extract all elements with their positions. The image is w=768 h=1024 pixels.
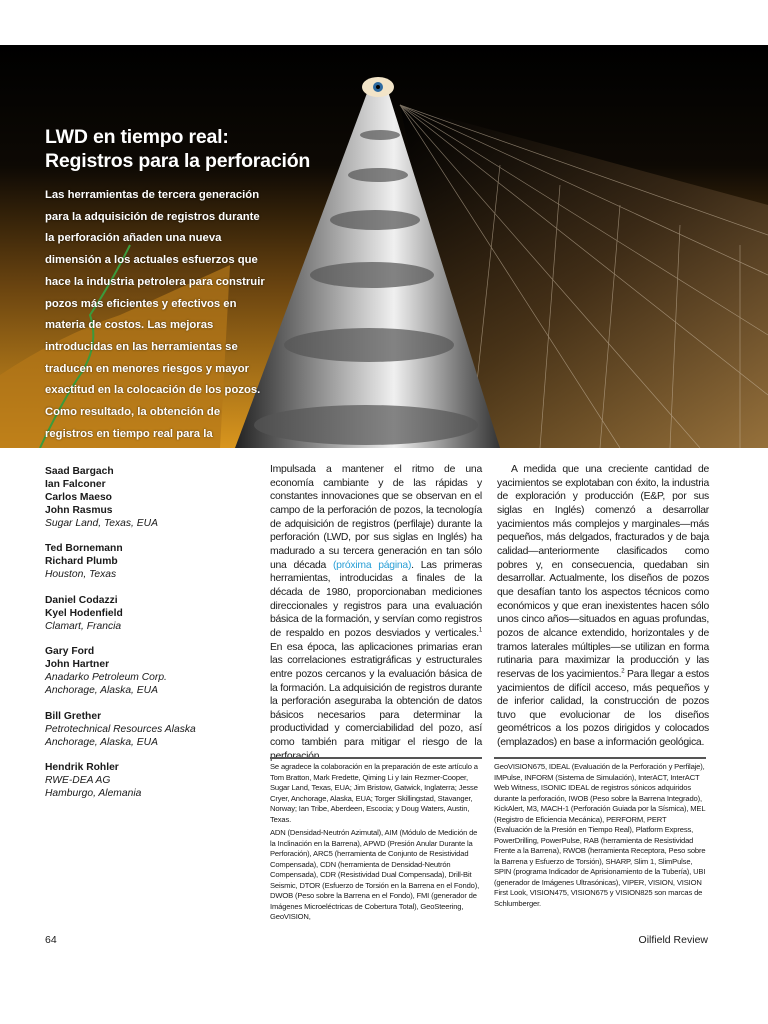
next-page-link[interactable]: (próxima página) <box>332 559 412 571</box>
author-name: Daniel Codazzi <box>45 594 118 606</box>
author-affiliation: Anchorage, Alaska, EUA <box>45 736 158 748</box>
author-group <box>45 646 245 698</box>
author-affiliation: RWE-DEA AG <box>45 775 111 787</box>
author-name: John Hartner <box>45 659 110 671</box>
author-affiliation: Petrotechnical Resources Alaska <box>45 723 196 735</box>
author-group <box>45 711 245 750</box>
author-group <box>45 595 245 634</box>
author-affiliation: Hamburgo, Alemania <box>45 788 142 800</box>
author-list <box>45 466 245 814</box>
author-name: Bill Grether <box>45 710 102 722</box>
body-column-2 <box>497 463 709 750</box>
body-text: En esa época, las aplicaciones primarias eran las correlaciones estratigráficas y estructurales entre pozos cercanos y la evaluación básica de la formación. La adquisición de registros durante la perforación aseguraba la obtención de datos básicos necesarios para determinar la productividad y comerciabilidad del pozo, así como también para mitigar el riesgo de la perforación. <box>270 641 482 762</box>
author-group <box>45 762 245 801</box>
footnote-ref[interactable]: 2 <box>621 668 625 675</box>
author-group <box>45 543 245 582</box>
author-name: Richard Plumb <box>45 556 118 568</box>
trademarks-part-2: GeoVISION675, IDEAL (Evaluación de la Perforación y Perfilaje), IMPulse, INFORM (Sistema de Simulación), InterACT, InterACT Web Witness, ISONIC IDEAL de registros sónicos adquiridos durante la perforación, IWOB (Peso sobre la Barrena Integrado), KickAlert, M3, MACH-1 (Perforación Guiada por la Sísmica), MEL (Registro de Eficiencia Mecánica), PERFORM, PERT (Evaluación de la Presión en Tiempo Real), Platform Express, PowerDrilling, PowerPulse, RAB (herramienta de Resistividad Frente a la Barrena), RWOB (herramienta Receptora, Peso sobre la Barrena y Esfuerzo de Torsión), SHARP, Slim 1, SlimPulse, SPIN (programa Indicador de Aprisionamiento de la Tubería), UBI (generador de Imágenes Ultrasónicas), VIPER, VISION, VISION First Look, VISION475, VISION675 y VISION825 son marcas de Schlumberger. <box>494 762 706 908</box>
author-affiliation: Anadarko Petroleum Corp. <box>45 672 167 684</box>
acknowledgements: Se agradece la colaboración en la preparación de este artículo a Tom Bratton, Mark Fredette, Qiming Li y Iain Rezmer-Cooper, Sugar Land, Texas, EUA; Jim Bristow, Gatwick, Inglaterra; Jesse Cryer, Anchorage, Alaska, EUA; Torger Skillingstad, Stavanger, Norway; Ian Tribe, Aberdeen, Escocia; y Doug Waters, Austin, Texas. <box>270 762 478 824</box>
author-affiliation: Anchorage, Alaska, EUA <box>45 685 158 697</box>
author-affiliation: Houston, Texas <box>45 569 117 581</box>
body-column-1 <box>270 463 482 763</box>
author-name: Kyel Hodenfield <box>45 607 123 619</box>
article-lead: Las herramientas de tercera generación para la adquisición de registros durante la perforación añaden una nueva dimensión a los actuales esfuerzos que hace la industria petrolera para construir pozos más eficientes y efectivos en materia de costos. Las mejoras introducidas en las herramientas se traducen en menores riesgos y mayor exactitud en la colocación de los pozos. Como resultado, la obtención de registros en tiempo real para la <box>45 189 265 440</box>
author-group <box>45 466 245 531</box>
author-name: Saad Bargach <box>45 466 114 477</box>
author-name: John Rasmus <box>45 504 113 516</box>
body-text: A medida que una creciente cantidad de yacimientos se explotaban con éxito, la industria de exploración y producción (E&P, por sus siglas en Inglés) comenzó a desarrollar yacimientos más complejos y marginales—más pequeños, más delgados, fracturados y de baja calidad—anteriormente clasificados como pobres y, en consecuencia, quedaban sin desarrollar. Actualmente, los diseños de pozos que desafían tanto los aspectos técnicos como económicos y que eran inexistentes hacen sólo unos cinco años—situados en aguas profundas, pozos de alcance extendido, horizontales y de tramos laterales múltiples—se utilizan en forma rutinaria para maximizar la producción y las reservas de los yacimientos. <box>497 464 709 680</box>
author-affiliation: Clamart, Francia <box>45 620 122 632</box>
author-name: Ted Bornemann <box>45 543 123 555</box>
body-text: . Las primeras herramientas, introducidas a finales de la década de 1980, proporcionaban mediciones direccionales y registros para una evaluación básica de la formación, y servían como registros de respaldo en pozos desviados y verticales. <box>270 559 482 639</box>
author-name: Hendrik Rohler <box>45 762 119 774</box>
author-name: Gary Ford <box>45 646 95 658</box>
author-name: Carlos Maeso <box>45 491 112 503</box>
title-line-1: LWD en tiempo real: <box>45 126 229 148</box>
article-title <box>45 125 310 173</box>
trademarks-part-1: ADN (Densidad-Neutrón Azimutal), AIM (Módulo de Medición de la Inclinación en la Barrena), APWD (Presión Anular Durante la Perforación), ARC5 (herramienta de Conjunto de Resistividad Compensada), CDN (herramienta de Densidad-Neutrón Compensada), CDR (Resistividad Dual Compensada), Drill-Bit Seismic, DTOR (Esfuerzo de Torsión en la Barrena en el Fondo), DWOB (Peso sobre la Barrena en el Fondo), FMI (generador de Imágenes Microeléctricas de Cobertura Total), GeoSteering, GeoVISION, <box>270 828 480 921</box>
journal-name: Oilfield Review <box>638 934 708 946</box>
body-text: Para llegar a estos yacimientos de difícil acceso, más pequeños y de inferior calidad, la construcción de pozos tuvo que evolucionar de los diseños geométricos a los pozos dirigidos y colocados (emplazados) en base a información geológica. <box>497 668 709 749</box>
title-line-2: Registros para la perforación <box>45 150 311 172</box>
hero-banner <box>0 45 768 448</box>
footnote-ref[interactable]: 1 <box>478 627 482 634</box>
page-number: 64 <box>45 934 57 946</box>
author-affiliation: Sugar Land, Texas, EUA <box>45 517 158 529</box>
body-text: Impulsada a mantener el ritmo de una economía cambiante y de las rápidas y constantes innovaciones que se observan en el campo de la perforación de pozos, la tecnología de adquisición de registros (perfilaje) durante la perforación (LWD, por sus siglas en Inglés) ha madurado a su tercera generación en tan sólo una década <box>270 464 482 571</box>
author-name: Ian Falconer <box>45 478 106 490</box>
footnotes-right <box>494 757 706 912</box>
footnotes-left <box>270 757 482 926</box>
